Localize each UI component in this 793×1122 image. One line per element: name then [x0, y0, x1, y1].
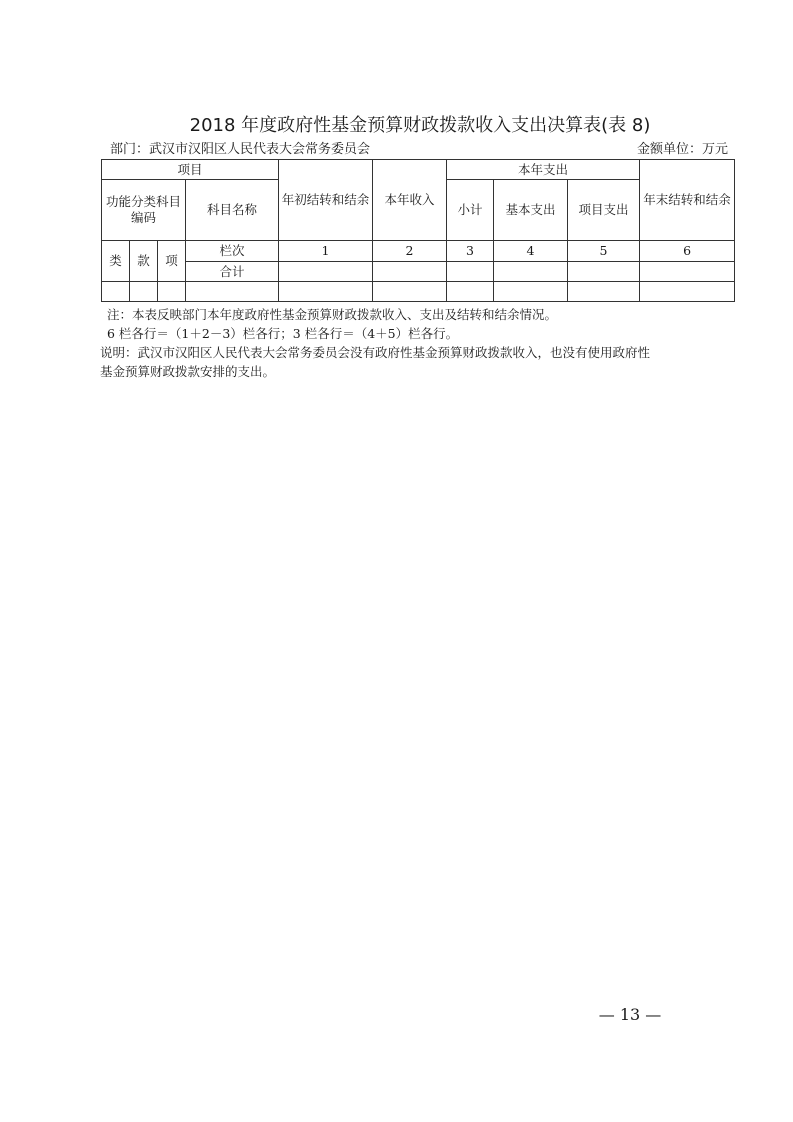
table-cell — [568, 262, 640, 282]
total-row — [102, 262, 735, 282]
total-label: 合计 — [186, 262, 279, 282]
table-cell — [494, 282, 568, 302]
table-cell — [373, 262, 447, 282]
empty-row — [102, 282, 735, 302]
table-cell — [158, 282, 186, 302]
header-function-code: 功能分类科目编码 — [102, 180, 186, 241]
header-expenditure-group: 本年支出 — [447, 160, 640, 180]
header-item-group: 项目 — [102, 160, 279, 180]
note-line: 基金预算财政拨款安排的支出。 — [100, 364, 276, 379]
table-cell — [130, 282, 158, 302]
header-basic-expenditure: 基本支出 — [494, 180, 568, 241]
table-cell — [494, 262, 568, 282]
column-number-cell: 4 — [494, 241, 568, 262]
column-number-cell: 6 — [640, 241, 735, 262]
note-line: 6 栏各行＝（1＋2－3）栏各行；3 栏各行＝（4＋5）栏各行。 — [107, 326, 459, 341]
header-closing-balance: 年末结转和结余 — [640, 160, 735, 241]
header-item: 项 — [158, 241, 186, 282]
header-row-1 — [102, 160, 735, 180]
table-cell — [373, 282, 447, 302]
table-cell — [640, 282, 735, 302]
department-label: 部门：武汉市汉阳区人民代表大会常务委员会 — [110, 142, 371, 157]
column-number-cell: 3 — [447, 241, 494, 262]
table-cell — [640, 262, 735, 282]
table-cell — [447, 282, 494, 302]
note-line: 注：本表反映部门本年度政府性基金预算财政拨款收入、支出及结转和结余情况。 — [107, 307, 558, 322]
header-current-income: 本年收入 — [373, 160, 447, 241]
document-title: 2018 年度政府性基金预算财政拨款收入支出决算表(表 8) — [189, 115, 651, 136]
table-cell — [279, 282, 373, 302]
note-line: 说明：武汉市汉阳区人民代表大会常务委员会没有政府性基金预算财政拨款收入，也没有使用政府性 — [100, 345, 651, 360]
column-number-label: 栏次 — [186, 241, 279, 262]
header-subtotal: 小计 — [447, 180, 494, 241]
column-number-cell: 1 — [279, 241, 373, 262]
unit-label: 金额单位：万元 — [636, 142, 728, 157]
header-category: 类 — [102, 241, 130, 282]
table-cell — [447, 262, 494, 282]
table-cell — [102, 282, 130, 302]
column-number-cell: 2 — [373, 241, 447, 262]
notes-section — [100, 305, 740, 381]
header-subject-name: 科目名称 — [186, 180, 279, 241]
column-number-row — [102, 241, 735, 262]
table-cell — [568, 282, 640, 302]
table-cell — [186, 282, 279, 302]
column-number-cell: 5 — [568, 241, 640, 262]
header-section: 款 — [130, 241, 158, 282]
table-cell — [279, 262, 373, 282]
page-number: — 13 — — [598, 1005, 662, 1024]
budget-table — [101, 159, 735, 302]
header-project-expenditure: 项目支出 — [568, 180, 640, 241]
header-opening-balance: 年初结转和结余 — [279, 160, 373, 241]
